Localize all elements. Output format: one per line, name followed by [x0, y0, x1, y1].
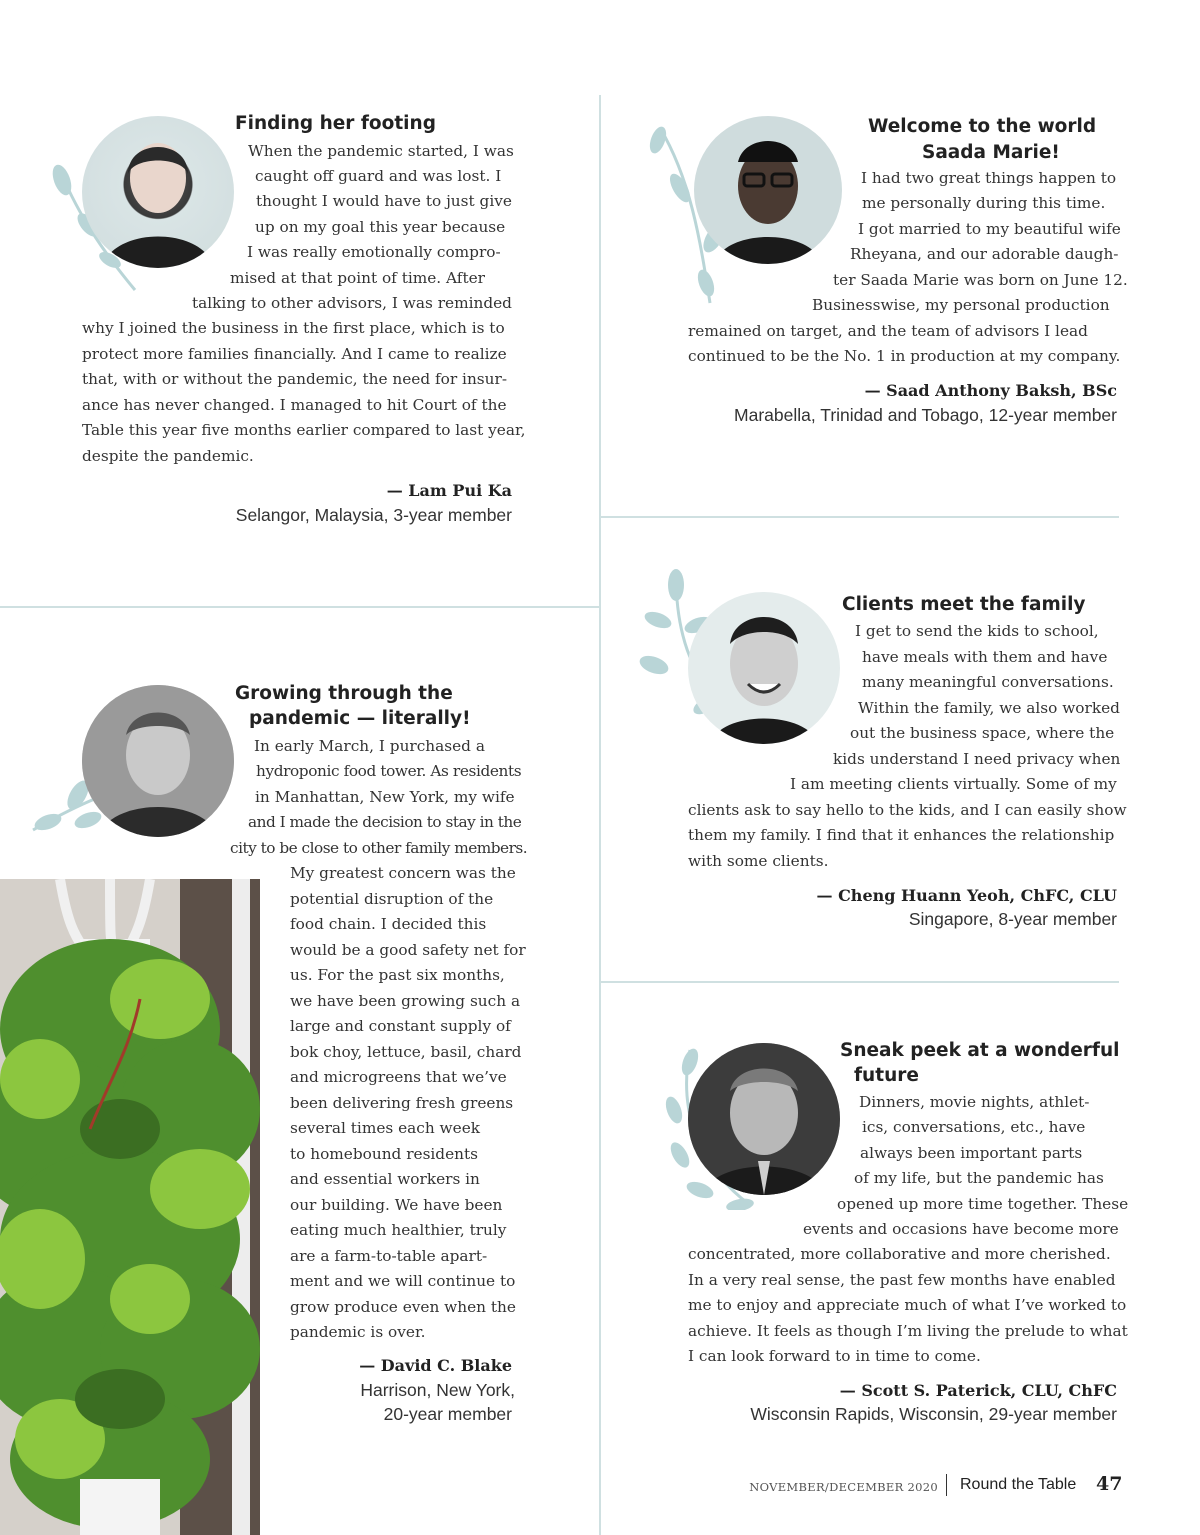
section-divider-right-1: [601, 516, 1119, 518]
person-silhouette-icon: [82, 116, 234, 268]
story-title: Welcome to the world: [868, 116, 1097, 137]
person-silhouette-icon: [694, 116, 842, 264]
body-line: When the pandemic started, I was: [248, 142, 514, 160]
story-title: pandemic — literally!: [249, 708, 471, 729]
body-line: several times each week: [290, 1119, 481, 1137]
body-line: I was really emotionally compro-: [247, 243, 501, 261]
author-name: — Lam Pui Ka: [386, 481, 512, 500]
body-line: ment and we will continue to: [290, 1272, 516, 1290]
body-line: kids understand I need privacy when: [833, 750, 1121, 768]
body-line: ics, conversations, etc., have: [862, 1118, 1086, 1136]
author-name: — David C. Blake: [359, 1356, 512, 1375]
section-divider-left: [0, 606, 599, 608]
body-line: would be a good safety net for: [290, 941, 526, 959]
body-line: talking to other advisors, I was reminded: [192, 294, 512, 312]
body-line: In early March, I purchased a: [254, 737, 485, 755]
body-line: we have been growing such a: [290, 992, 521, 1010]
body-line: Dinners, movie nights, athlet-: [859, 1093, 1090, 1111]
author-location: Singapore, 8-year member: [908, 909, 1117, 929]
body-line: I get to send the kids to school,: [855, 622, 1099, 640]
body-line: clients ask to say hello to the kids, and I can easily show: [688, 801, 1127, 819]
body-line: why I joined the business in the first place, which is to: [82, 319, 505, 337]
body-line: out the business space, where the: [850, 724, 1115, 742]
author-location: Harrison, New York,: [360, 1380, 515, 1400]
column-divider: [599, 95, 601, 1535]
body-line: in Manhattan, New York, my wife: [255, 788, 515, 806]
body-line: potential disruption of the: [290, 890, 494, 908]
portrait-cheng-huann-yeoh-icon: [688, 592, 840, 744]
portrait-david-c-blake-icon: [82, 685, 234, 837]
issue-date: NOVEMBER/DECEMBER 2020: [749, 1480, 938, 1494]
body-line: city to be close to other family members.: [230, 839, 528, 857]
body-line: despite the pandemic.: [82, 447, 254, 465]
body-line: thought I would have to just give: [256, 192, 512, 210]
body-line: me personally during this time.: [862, 194, 1106, 212]
body-line: grow produce even when the: [290, 1298, 516, 1316]
portrait-scott-s-paterick-icon: [688, 1043, 840, 1195]
body-line: that, with or without the pandemic, the need for insur-: [82, 370, 507, 388]
body-line: I got married to my beautiful wife: [858, 220, 1121, 238]
body-line: of my life, but the pandemic has: [854, 1169, 1104, 1187]
body-line: them my family. I find that it enhances the relationship: [688, 826, 1115, 844]
body-line: bok choy, lettuce, basil, chard: [290, 1043, 522, 1061]
body-line: continued to be the No. 1 in production at my company.: [688, 347, 1121, 365]
body-line: Rheyana, and our adorable daugh-: [850, 245, 1119, 263]
body-line: hydroponic food tower. As residents: [256, 762, 522, 780]
body-line: In a very real sense, the past few months have enabled: [688, 1271, 1116, 1289]
plant-tower-icon: [0, 879, 260, 1535]
page-number: 47: [1096, 1473, 1123, 1495]
portrait-lam-pui-ka-icon: [82, 116, 234, 268]
body-line: and microgreens that we’ve: [290, 1068, 507, 1086]
story-title: Clients meet the family: [842, 594, 1086, 615]
body-line: to homebound residents: [290, 1145, 478, 1163]
body-line: and I made the decision to stay in the: [248, 813, 522, 831]
body-line: I can look forward to in time to come.: [688, 1347, 981, 1365]
body-line: Businesswise, my personal production: [812, 296, 1110, 314]
body-line: caught off guard and was lost. I: [255, 167, 502, 185]
section-divider-right-2: [601, 981, 1119, 983]
author-location: Wisconsin Rapids, Wisconsin, 29-year member: [750, 1404, 1117, 1424]
body-line: and essential workers in: [290, 1170, 480, 1188]
body-line: Table this year five months earlier compared to last year,: [82, 421, 526, 439]
author-name: — Cheng Huann Yeoh, ChFC, CLU: [816, 886, 1117, 905]
story-title: Saada Marie!: [922, 142, 1060, 163]
body-line: always been important parts: [860, 1144, 1083, 1162]
author-name: — Saad Anthony Baksh, BSc: [864, 381, 1117, 400]
body-line: been delivering fresh greens: [290, 1094, 514, 1112]
body-line: concentrated, more collaborative and more cherished.: [688, 1245, 1111, 1263]
body-line: food chain. I decided this: [290, 915, 487, 933]
story-title: future: [854, 1065, 919, 1086]
body-line: large and constant supply of: [290, 1017, 511, 1035]
body-line: protect more families financially. And I came to realize: [82, 345, 507, 363]
body-line: eating much healthier, truly: [290, 1221, 507, 1239]
person-silhouette-icon: [82, 685, 234, 837]
body-line: My greatest concern was the: [290, 864, 516, 882]
story-title: Sneak peek at a wonderful: [840, 1040, 1120, 1061]
body-line: Within the family, we also worked: [858, 699, 1120, 717]
body-line: remained on target, and the team of advisors I lead: [688, 322, 1088, 340]
body-line: many meaningful conversations.: [862, 673, 1114, 691]
body-line: ance has never changed. I managed to hit Court of the: [82, 396, 507, 414]
author-location: 20-year member: [383, 1404, 512, 1424]
body-line: opened up more time together. These: [837, 1195, 1129, 1213]
body-line: have meals with them and have: [862, 648, 1108, 666]
body-line: our building. We have been: [290, 1196, 503, 1214]
author-location: Selangor, Malaysia, 3-year member: [235, 505, 512, 525]
body-line: up on my goal this year because: [255, 218, 506, 236]
person-silhouette-icon: [688, 1043, 840, 1195]
body-line: achieve. It feels as though I’m living the prelude to what: [688, 1322, 1128, 1340]
story-title: Growing through the: [235, 683, 453, 704]
body-line: ter Saada Marie was born on June 12.: [833, 271, 1128, 289]
body-line: me to enjoy and appreciate much of what I’ve worked to: [688, 1296, 1127, 1314]
hydroponic-tower-photo-icon: [0, 879, 260, 1535]
author-location: Marabella, Trinidad and Tobago, 12-year member: [734, 405, 1117, 425]
body-line: are a farm-to-table apart-: [290, 1247, 488, 1265]
person-silhouette-icon: [688, 592, 840, 744]
body-line: events and occasions have become more: [803, 1220, 1119, 1238]
body-line: I had two great things happen to: [861, 169, 1117, 187]
body-line: mised at that point of time. After: [230, 269, 485, 287]
story-title: Finding her footing: [235, 113, 436, 134]
magazine-name: Round the Table: [960, 1476, 1077, 1493]
portrait-saad-anthony-baksh-icon: [694, 116, 842, 264]
author-name: — Scott S. Paterick, CLU, ChFC: [839, 1381, 1117, 1400]
body-line: pandemic is over.: [290, 1323, 426, 1341]
body-line: us. For the past six months,: [290, 966, 505, 984]
body-line: with some clients.: [688, 852, 829, 870]
body-line: I am meeting clients virtually. Some of my: [790, 775, 1117, 793]
footer-divider: [946, 1474, 947, 1496]
